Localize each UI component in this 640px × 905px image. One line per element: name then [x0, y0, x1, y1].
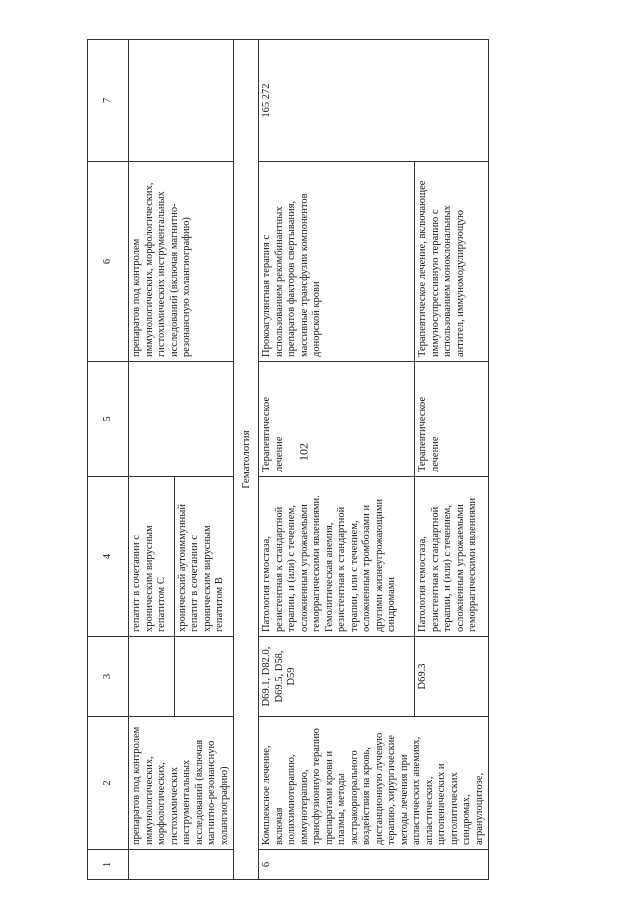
sub2-col5: Терапевтическое лечение — [415, 362, 489, 477]
cont-col6: препаратов под контролем иммунологических, морфологических, гистохимических инструментальных исследований (включая магнитно-резонансную холангиографию) — [129, 162, 234, 362]
page-number: 102 — [296, 443, 311, 461]
sub1-col4: Патология гемостаза, резистентная к стандартной терапии, и (или) с течением, осложненным угрожаемыми геморрагическими явлениями. Гемолитическая анемия, резистентная к стандартной терапии, или с течением, осложненным тромбозами и другими жизнеугрожающими синдромами — [259, 477, 415, 637]
cont-col2: препаратов под контролем иммунологических, морфологических, гистохимических инструментальных исследований (включая магнитно-резонансную холангиографию) — [129, 717, 234, 850]
header-col-6: 6 — [88, 162, 129, 362]
sub2-col3: D69.3 — [415, 637, 489, 717]
sub1-col3: D69.1, D82.0, D69.5, D58, D59 — [259, 637, 415, 717]
header-col-2: 2 — [88, 717, 129, 850]
cont-col4-b: хронический аутоиммунный гепатит в сочетании с хроническим вирусным гепатитом В — [174, 477, 233, 637]
row-number: 6 — [259, 850, 489, 880]
row6-col2: Комплексное лечение, включая полихимиотерапию, иммунотерапию, трансфузионную терапию препаратами крови и плазмы, методы экстракорпорального воздействия на кровь, дистанционную лучевую терапию, хирургические методы лечения при апластических анемиях, апластических, цитопенических и цитолитических синдромах, агранулоцитозе, — [259, 717, 489, 850]
header-col-3: 3 — [88, 637, 129, 717]
cont-col4-a: гепатит в сочетании с хроническим вирусным гепатитом С — [129, 477, 175, 637]
header-col-1: 1 — [88, 850, 129, 880]
treatment-table — [87, 39, 489, 880]
section-row — [234, 40, 259, 880]
header-row — [88, 40, 129, 880]
continuation-row — [129, 40, 175, 880]
header-col-4: 4 — [88, 477, 129, 637]
section-title: Гематология — [234, 40, 259, 880]
row6-col7: 165 272 — [259, 40, 489, 162]
sub1-col6: Прокоагулянтная терапия с использованием рекомбинантных препаратов факторов свертывания, массивные трансфузии компонентов донорской крови — [259, 162, 415, 362]
sub2-col4: Патология гемостаза, резистентная к стандартной терапии, и (или) с течением, осложненным угрожаемыми геморрагическими явлениями — [415, 477, 489, 637]
sub1-col5: Терапевтическое лечение — [259, 362, 415, 477]
row-6-sub-1 — [259, 40, 415, 880]
header-col-5: 5 — [88, 362, 129, 477]
rotated-page — [87, 40, 632, 880]
header-col-7: 7 — [88, 40, 129, 162]
sub2-col6: Терапевтическое лечение, включающее иммуносупрессивную терапию с использованием моноклональных антител, иммуномодулирующую — [415, 162, 489, 362]
